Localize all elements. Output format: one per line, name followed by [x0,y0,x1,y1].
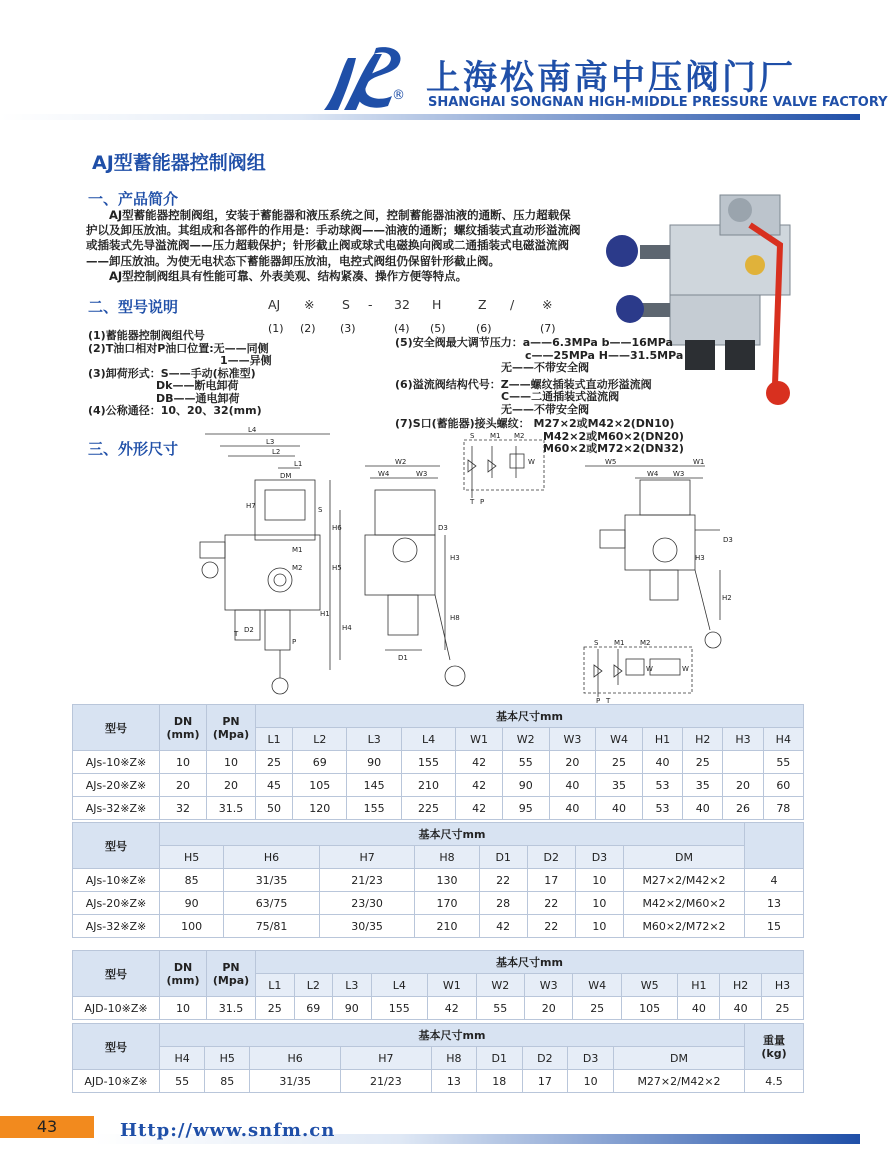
model-code-part: 32 [394,297,410,312]
dim-label: H7 [246,502,256,510]
table-cell: 32 [160,797,207,820]
table-cell: 170 [415,892,479,915]
company-name-cn: 上海松南高中压阀门厂 [426,58,796,98]
col-group-header: 基本尺寸mm [256,951,804,974]
desc-line: (1)蓄能器控制阀组代号 [88,329,205,342]
col-header: H8 [431,1047,476,1070]
dim-label: H8 [450,614,460,622]
schematic-label: M2 [640,639,651,647]
table-cell: 25 [256,997,295,1020]
col-header-blank [745,823,804,869]
table-cell: 42 [479,915,527,938]
table-cell: 22 [527,915,575,938]
col-header: D1 [476,1047,522,1070]
table-cell: 225 [401,797,455,820]
table-cell: 42 [456,797,503,820]
table-cell: 10 [207,751,256,774]
table-cell: 55 [476,997,524,1020]
table-cell: 40 [596,797,643,820]
table-cell: 35 [683,774,723,797]
dim-label: D3 [438,524,448,532]
model-code-part: - [368,297,373,312]
table-cell: AJs-20※Z※ [73,892,160,915]
col-group-header: 基本尺寸mm [256,705,804,728]
col-header: L4 [401,728,455,751]
table-cell: 120 [293,797,347,820]
desc-line: C——二通插装式溢流阀 [501,390,620,403]
dim-label: H1 [320,610,330,618]
table-cell: 21/23 [341,1070,432,1093]
table-cell: 85 [205,1070,250,1093]
table-cell: 18 [476,1070,522,1093]
company-logo [316,40,412,116]
col-header: D3 [575,846,623,869]
table-cell: 55 [763,751,803,774]
table-cell: 35 [596,774,643,797]
header-divider [0,114,860,120]
col-header: L2 [293,728,347,751]
col-header: PN (Mpa) [207,705,256,751]
dim-label: L3 [266,438,275,446]
dim-label: H2 [722,594,732,602]
drawing-side-view [350,450,470,695]
dim-label: S [318,506,323,514]
dim-label: P [292,638,297,646]
table-row [73,774,804,797]
table-cell: 23/30 [319,892,415,915]
dim-label: H3 [695,554,705,562]
col-header: W3 [549,728,596,751]
dim-label: D1 [398,654,408,662]
col-header: H7 [319,846,415,869]
table-cell: 90 [502,774,549,797]
col-header: H7 [341,1047,432,1070]
table-cell: 50 [256,797,293,820]
table-cell: 210 [401,774,455,797]
schematic-label: S [470,432,475,440]
website-url[interactable]: Http://www.snfm.cn [120,1120,336,1141]
model-code-part: ※ [542,297,553,312]
col-header: L4 [371,974,428,997]
schematic-label: T [470,498,475,506]
table-cell: 22 [479,869,527,892]
table-row [73,869,804,892]
table-cell: 10 [160,997,207,1020]
dim-label: H5 [332,564,342,572]
desc-line: (3)卸荷形式：S——手动(标准型) [88,366,256,380]
registered-mark: ® [392,88,405,103]
table-cell: 31/35 [250,1070,341,1093]
col-header: 型号 [73,951,160,997]
table-cell: 40 [549,774,596,797]
table-cell: M42×2/M60×2 [624,892,745,915]
table-cell: 90 [160,892,224,915]
model-code-number: (1) [268,322,284,335]
table-cell: AJs-32※Z※ [73,797,160,820]
company-name-en: SHANGHAI SONGNAN HIGH-MIDDLE PRESSURE VALVE FACTORY [428,95,888,110]
table-cell: 78 [763,797,803,820]
col-header: H2 [720,974,762,997]
drawing-front-view [180,420,350,700]
table-cell: AJD-10※Z※ [73,997,160,1020]
dim-label: W3 [673,470,685,478]
table-cell: 13 [431,1070,476,1093]
dim-label: H6 [332,524,342,532]
col-header: W5 [621,974,678,997]
col-header: W3 [524,974,572,997]
table-cell: 130 [415,869,479,892]
table-row [73,997,804,1020]
table-cell: AJs-32※Z※ [73,915,160,938]
col-header: H5 [205,1047,250,1070]
section-dims-title: 三、外形尺寸 [88,440,179,458]
table-cell: 10 [575,915,623,938]
col-header: H3 [723,728,763,751]
table-cell: 30/35 [319,915,415,938]
col-header: D3 [568,1047,614,1070]
model-code-part: / [510,297,515,312]
table-cell: 63/75 [224,892,320,915]
table-cell: 42 [456,751,503,774]
table-cell: 45 [256,774,293,797]
schematic-label: W [528,458,535,466]
col-header: H2 [683,728,723,751]
col-header: L3 [333,974,372,997]
table-cell: 10 [575,869,623,892]
table-cell: 20 [160,774,207,797]
desc-line: M42×2或M60×2(DN20) [543,429,684,443]
col-header: W4 [573,974,621,997]
desc-line: 无——不带安全阀 [501,402,589,416]
intro-text [86,208,582,284]
model-code-number: (5) [430,322,446,335]
col-header: H3 [762,974,804,997]
col-header: DN (mm) [160,705,207,751]
table-cell: 40 [683,797,723,820]
desc-line: (6)溢流阀结构代号：Z——螺纹插装式直动形溢流阀 [395,377,652,391]
col-header: PN (Mpa) [207,951,256,997]
page-number: 43 [0,1116,94,1138]
table-cell: 25 [256,751,293,774]
table-cell: AJD-10※Z※ [73,1070,160,1093]
col-header: D2 [527,846,575,869]
col-header: H1 [642,728,682,751]
table-cell: 60 [763,774,803,797]
table-cell: 10 [568,1070,614,1093]
dim-label: W4 [647,470,659,478]
dim-label: T [234,630,239,638]
col-group-header: 基本尺寸mm [160,823,745,846]
col-header: H8 [415,846,479,869]
dim-label: D2 [244,626,254,634]
table-cell: 15 [745,915,804,938]
dim-label: W2 [395,458,407,466]
table-cell: 40 [549,797,596,820]
dim-label: L1 [294,460,303,468]
table-cell: 17 [527,869,575,892]
table-cell: 20 [723,774,763,797]
table-cell: 21/23 [319,869,415,892]
table-cell [723,751,763,774]
table-cell: 40 [678,997,720,1020]
table-cell: 25 [762,997,804,1020]
table-cell: 105 [293,774,347,797]
model-code-part: H [432,297,442,312]
schematic-label: M1 [614,639,625,647]
table-cell: 90 [347,751,401,774]
spec-table-1 [72,704,804,820]
table-cell: 100 [160,915,224,938]
model-desc-left [88,330,272,418]
table-cell: 17 [522,1070,568,1093]
col-header: 重量 (kg) [745,1024,804,1070]
col-header: W1 [456,728,503,751]
hydraulic-schematic-1 [460,428,550,508]
section-model-title: 二、型号说明 [88,298,179,316]
table-cell: 4.5 [745,1070,804,1093]
table-cell: 155 [371,997,428,1020]
table-cell: 155 [401,751,455,774]
hydraulic-schematic-2 [580,635,700,705]
table-cell: 10 [160,751,207,774]
table-cell: 75/81 [224,915,320,938]
table-cell: 4 [745,869,804,892]
desc-line: c——25MPa H——31.5MPa [525,348,684,362]
model-code-number: (4) [394,322,410,335]
col-header: H4 [160,1047,205,1070]
dim-label: W3 [416,470,428,478]
table-row [73,915,804,938]
table-cell: 13 [745,892,804,915]
model-code-part: S [342,297,350,312]
col-header: 型号 [73,1024,160,1070]
dim-label: W5 [605,458,617,466]
table-cell: AJs-10※Z※ [73,869,160,892]
col-header: H6 [250,1047,341,1070]
table-row [73,1070,804,1093]
table-cell: 28 [479,892,527,915]
schematic-label: W [646,665,653,673]
col-header: DM [614,1047,745,1070]
col-header: DN (mm) [160,951,207,997]
drawing-electric-view [575,450,735,650]
col-group-header: 基本尺寸mm [160,1024,745,1047]
table-cell: 25 [683,751,723,774]
table-cell: 53 [642,774,682,797]
table-cell: 20 [549,751,596,774]
model-code-part: ※ [304,297,315,312]
table-row [73,892,804,915]
col-header: W2 [476,974,524,997]
dim-label: L4 [248,426,257,434]
table-cell: 31.5 [207,997,256,1020]
col-header: L1 [256,974,295,997]
schematic-label: M1 [490,432,501,440]
model-code-number: (3) [340,322,356,335]
desc-line: (5)安全阀最大调节压力：a——6.3MPa b——16MPa [395,336,673,349]
col-header: H4 [763,728,803,751]
schematic-label: M2 [514,432,525,440]
table-row [73,797,804,820]
table-cell: 25 [573,997,621,1020]
table-cell: M27×2/M42×2 [614,1070,745,1093]
table-cell: 22 [527,892,575,915]
desc-line: Dk——断电卸荷 [156,379,239,392]
table-cell: 69 [293,751,347,774]
col-header: 型号 [73,823,160,869]
dim-label: W4 [378,470,390,478]
spec-table-3 [72,950,804,1020]
table-cell: 42 [456,774,503,797]
col-header: DM [624,846,745,869]
col-header: 型号 [73,705,160,751]
table-cell: 42 [428,997,476,1020]
table-cell: 55 [502,751,549,774]
col-header: W4 [596,728,643,751]
intro-paragraph-1: AJ型蓄能器控制阀组，安装于蓄能器和液压系统之间，控制蓄能器油液的通断、压力超载保护以及卸压放油。其组成和各部件的作用是：手动球阀——油液的通断；螺纹插装式直动形溢流阀或插装式先导溢流阀——压力超载保护；针形截止阀或球式电磁换向阀或二通插装式电磁溢流阀——卸压放油。为使无电状态下蓄能器卸压放油，电控式阀组仍保留针形截止阀。 [86,208,581,268]
col-header: L3 [347,728,401,751]
table-cell: 85 [160,869,224,892]
col-header: W1 [428,974,476,997]
table-cell: 10 [575,892,623,915]
table-cell: 31/35 [224,869,320,892]
col-header: H1 [678,974,720,997]
table-cell: 55 [160,1070,205,1093]
col-header: W2 [502,728,549,751]
dim-label: H3 [450,554,460,562]
table-cell: M60×2/M72×2 [624,915,745,938]
col-header: D2 [522,1047,568,1070]
model-code-part: Z [478,297,487,312]
table-row [73,751,804,774]
desc-line: 无——不带安全阀 [501,361,589,374]
table-cell: 105 [621,997,678,1020]
dim-label: DM [280,472,292,480]
model-code-number: (6) [476,322,492,335]
table-cell: 155 [347,797,401,820]
schematic-label: T [606,697,611,705]
col-header: D1 [479,846,527,869]
table-cell: 145 [347,774,401,797]
table-cell: 25 [596,751,643,774]
intro-paragraph-2: AJ型控制阀组具有性能可靠、外表美观、结构紧凑、操作方便等特点。 [109,268,468,283]
dim-label: L2 [272,448,281,456]
col-header: L2 [294,974,333,997]
dim-label: D3 [723,536,733,544]
spec-table-4 [72,1023,804,1093]
table-cell: 90 [333,997,372,1020]
desc-line: (4)公称通径：10、20、32(mm) [88,404,262,417]
section-intro-title: 一、产品简介 [88,190,179,208]
table-cell: AJs-10※Z※ [73,751,160,774]
col-header: H6 [224,846,320,869]
table-cell: M27×2/M42×2 [624,869,745,892]
table-cell: 26 [723,797,763,820]
table-cell: 20 [207,774,256,797]
model-code-number: (7) [540,322,556,335]
page-title: AJ型蓄能器控制阀组 [92,152,266,174]
desc-line: (7)S口(蓄能器)接头螺纹： M27×2或M42×2(DN10) [395,417,675,430]
dim-label: M2 [292,564,303,572]
dim-label: W1 [693,458,705,466]
table-cell: 210 [415,915,479,938]
desc-line: DB——通电卸荷 [156,391,240,405]
desc-line: M60×2或M72×2(DN32) [543,442,684,455]
table-cell: 53 [642,797,682,820]
spec-table-2 [72,822,804,938]
schematic-label: W [682,665,689,673]
table-cell: AJs-20※Z※ [73,774,160,797]
table-cell: 69 [294,997,333,1020]
table-cell: 20 [524,997,572,1020]
schematic-label: P [596,697,601,705]
table-cell: 40 [720,997,762,1020]
model-code-number: (2) [300,322,316,335]
desc-line: (2)T油口相对P油口位置:无——同侧 [88,341,269,355]
col-header: H5 [160,846,224,869]
desc-line: 1——异侧 [220,354,272,367]
model-code-part: AJ [268,297,281,312]
table-cell: 40 [642,751,682,774]
schematic-label: S [594,639,599,647]
schematic-label: P [480,498,485,506]
dim-label: H4 [342,624,352,632]
table-cell: 95 [502,797,549,820]
col-header: L1 [256,728,293,751]
dim-label: M1 [292,546,303,554]
table-cell: 31.5 [207,797,256,820]
